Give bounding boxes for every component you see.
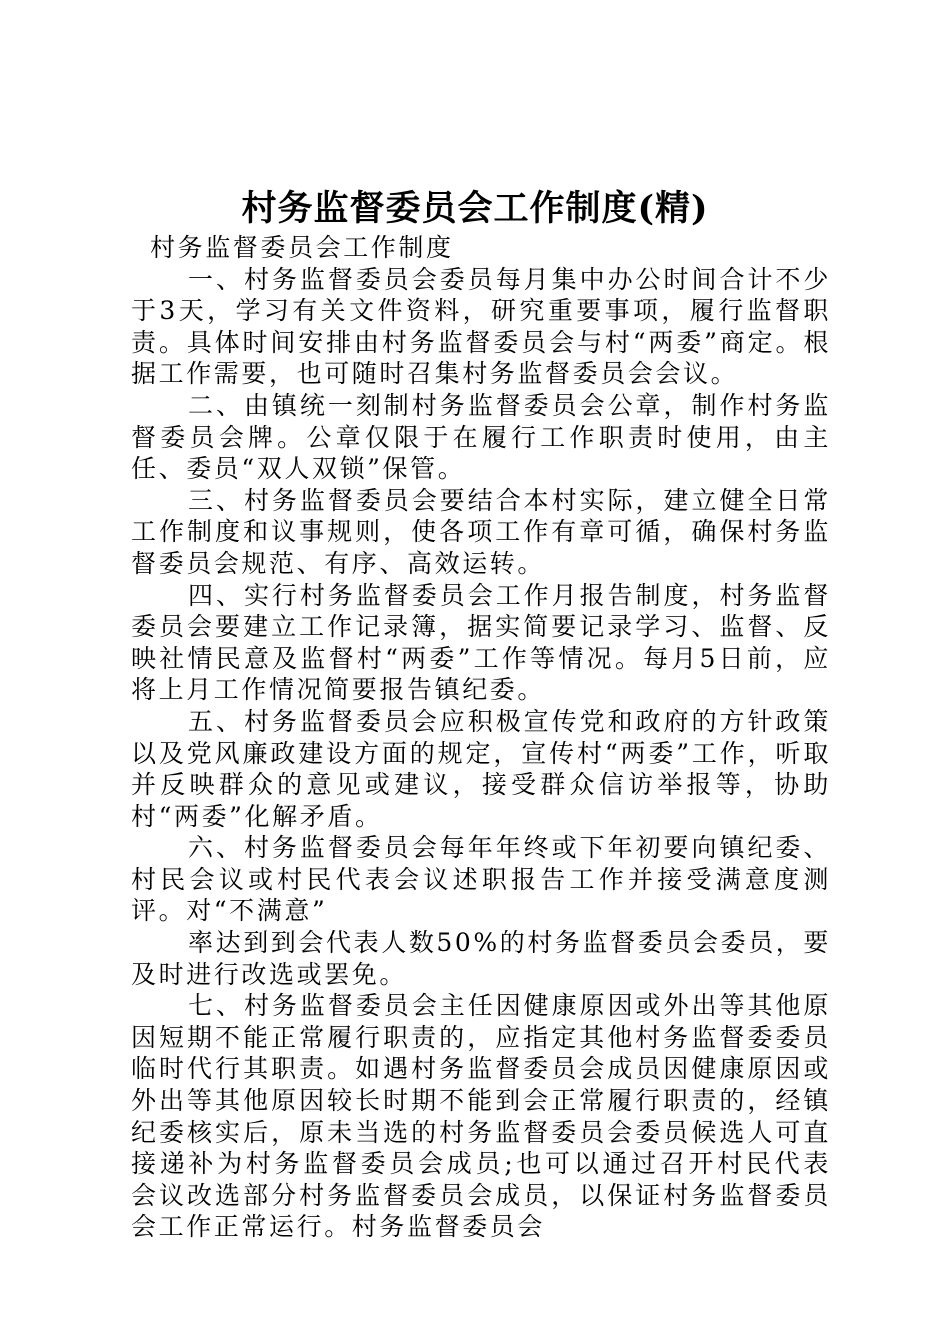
- document-body: [131, 232, 831, 1243]
- document-title: 村务监督委员会工作制度(精): [241, 188, 709, 229]
- paragraph-6-continued: 率达到到会代表人数50%的村务监督委员会委员，要及时进行改选或罢免。: [131, 928, 831, 989]
- paragraph-5: 五、村务监督委员会应积极宣传党和政府的方针政策以及党风廉政建设方面的规定，宣传村“两委”工作，听取并反映群众的意见或建议，接受群众信访举报等，协助村“两委”化解矛盾。: [131, 706, 831, 831]
- paragraph-7: 七、村务监督委员会主任因健康原因或外出等其他原因短期不能正常履行职责的，应指定其他村务监督委委员临时代行其职责。如遇村务监督委员会成员因健康原因或外出等其他原因较长时期不能到会正常履行职责的，经镇纪委核实后，原未当选的村务监督委员会委员候选人可直接递补为村务监督委员会成员;也可以通过召开村民代表会议改选部分村务监督委员会成员，以保证村务监督委员会工作正常运行。村务监督委员会: [131, 991, 831, 1242]
- paragraph-1: 一、村务监督委员会委员每月集中办公时间合计不少于3天，学习有关文件资料，研究重要事项，履行监督职责。具体时间安排由村务监督委员会与村“两委”商定。根据工作需要，也可随时召集村务监督委员会会议。: [131, 264, 831, 389]
- paragraph-4: 四、实行村务监督委员会工作月报告制度，村务监督委员会要建立工作记录簿，据实简要记录学习、监督、反映社情民意及监督村“两委”工作等情况。每月5日前，应将上月工作情况简要报告镇纪委。: [131, 580, 831, 705]
- paragraph-3: 三、村务监督委员会要结合本村实际，建立健全日常工作制度和议事规则，使各项工作有章可循，确保村务监督委员会规范、有序、高效运转。: [131, 485, 831, 578]
- subtitle-paragraph: 村务监督委员会工作制度: [150, 233, 454, 262]
- paragraph-2: 二、由镇统一刻制村务监督委员会公章，制作村务监督委员会牌。公章仅限于在履行工作职责时使用，由主任、委员“双人双锁”保管。: [131, 390, 831, 484]
- paragraph-6: 六、村务监督委员会每年年终或下年初要向镇纪委、村民会议或村民代表会议述职报告工作并接受满意度测评。对“不满意”: [131, 833, 831, 926]
